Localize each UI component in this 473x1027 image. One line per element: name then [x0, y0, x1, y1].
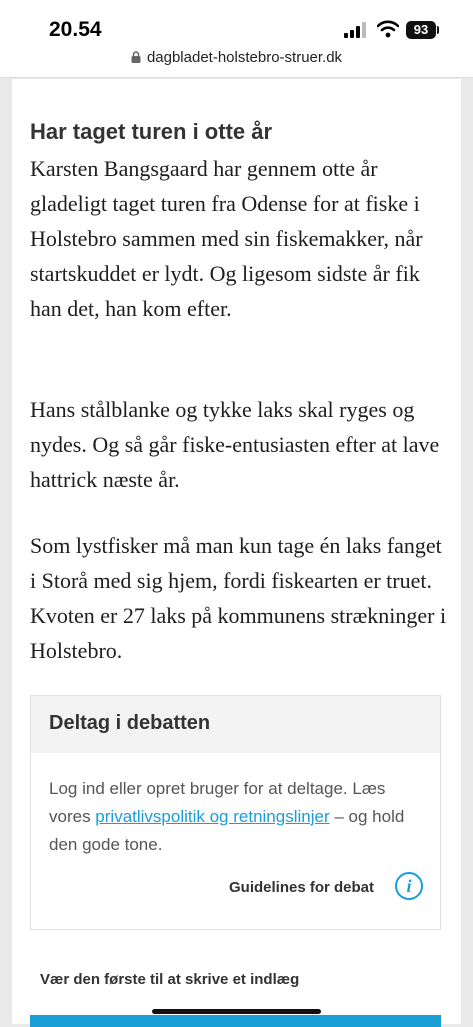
guidelines-link[interactable]: Guidelines for debat — [229, 879, 375, 896]
signal-icon — [344, 22, 368, 38]
article-paragraph: Karsten Bangsgaard har gennem otte år gladeligt taget turen fra Odense for at fiske i Holstebro sammen med sin fiskemakker, når startskuddet er lydt. Og ligesom sidste år fik han det, han kom efter. — [30, 156, 423, 321]
info-icon[interactable]: i — [395, 872, 423, 900]
address-bar[interactable] — [0, 49, 473, 66]
article-body — [12, 79, 461, 1024]
debate-description — [49, 775, 429, 859]
debate-header — [31, 696, 440, 753]
url-text: dagbladet-holstebro-struer.dk — [146, 49, 343, 66]
status-time: 20.54 — [49, 18, 102, 41]
comment-button[interactable] — [30, 1015, 441, 1027]
article-paragraph: Hans stålblanke og tykke laks skal ryges og nydes. Og så går fiske-entusiasten efter at lave hattrick næste år. — [30, 397, 440, 492]
debate-box — [30, 695, 441, 930]
home-indicator[interactable] — [152, 1009, 321, 1014]
battery-icon: 93 — [406, 21, 436, 39]
debate-title: Deltag i debatten — [49, 712, 211, 734]
battery-tip — [437, 26, 439, 34]
debate-text-before: Log ind eller opret bruger for at deltage. Læs vores — [49, 779, 386, 826]
status-bar — [0, 0, 473, 78]
lock-icon — [131, 51, 141, 63]
privacy-policy-link[interactable]: privatlivspolitik og retningslinjer — [95, 807, 330, 826]
section-heading: Har taget turen i otte år — [30, 119, 273, 144]
debate-text-after: – og hold den gode tone. — [49, 807, 405, 854]
first-comment-prompt: Vær den første til at skrive et indlæg — [40, 971, 300, 988]
wifi-icon — [377, 20, 399, 38]
article-paragraph: Som lystfisker må man kun tage én laks fanget i Storå med sig hjem, fordi fiskearten er truet. Kvoten er 27 laks på kommunens strækninger i Holstebro. — [30, 533, 447, 663]
